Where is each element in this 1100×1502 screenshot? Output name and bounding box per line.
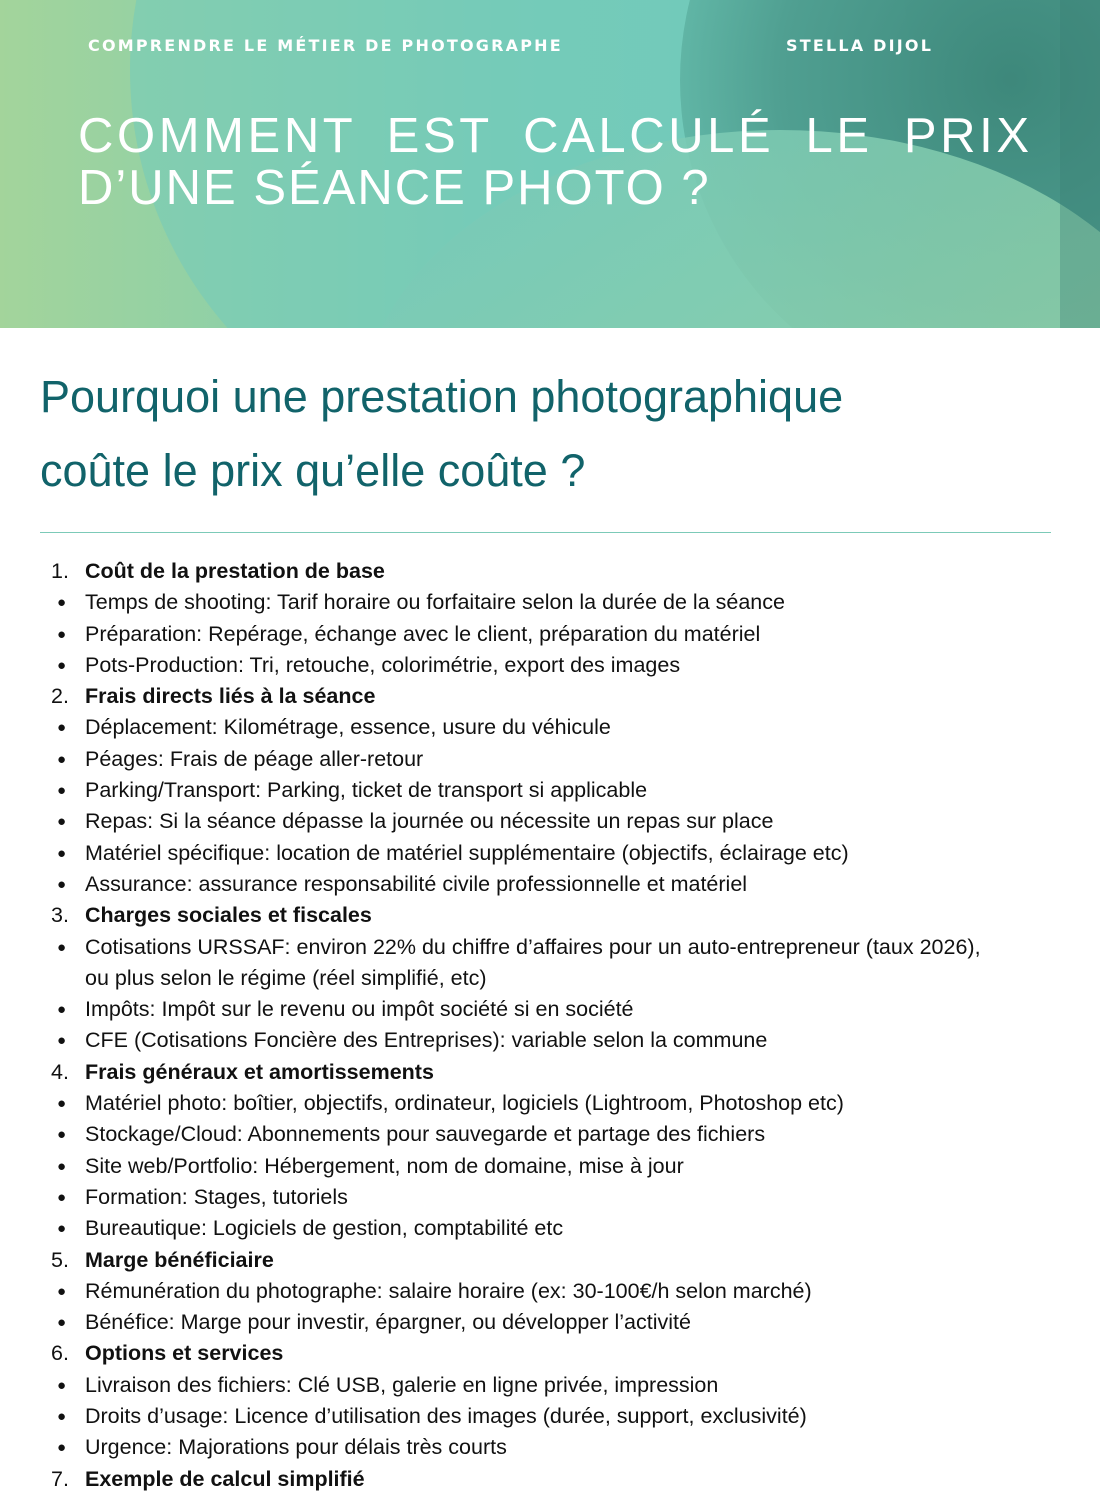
list-item xyxy=(0,869,1100,900)
section-title-text: Exemple de calcul simplifié xyxy=(85,1466,365,1491)
cost-breakdown-list xyxy=(0,556,1100,1495)
list-item xyxy=(0,1151,1100,1182)
list-item xyxy=(0,1119,1100,1150)
list-item-text: Repas: Si la séance dépasse la journée ou nécessite un repas sur place xyxy=(85,809,774,834)
list-item xyxy=(0,1276,1100,1307)
section-number: 1. xyxy=(51,559,69,583)
bullet-icon: ● xyxy=(57,844,67,862)
banner-title xyxy=(78,109,1033,215)
list-item-text: Droits d’usage: Licence d’utilisation des images (durée, support, exclusivité) xyxy=(85,1404,807,1429)
list-item xyxy=(0,1025,1100,1056)
section-number: 4. xyxy=(51,1059,69,1084)
section-number: 3. xyxy=(51,903,69,928)
list-item xyxy=(0,806,1100,837)
bullet-icon: ● xyxy=(57,1001,67,1019)
list-item-text: Parking/Transport: Parking, ticket de transport si applicable xyxy=(85,778,648,803)
list-item xyxy=(0,1401,1100,1432)
list-item-text: Site web/Portfolio: Hébergement, nom de domaine, mise à jour xyxy=(85,1153,684,1178)
bullet-icon: ● xyxy=(57,813,67,831)
list-item-text: Rémunération du photographe: salaire horaire (ex: 30-100€/h selon marché) xyxy=(85,1278,812,1303)
section-number: 5. xyxy=(51,1247,69,1272)
list-item-text: Stockage/Cloud: Abonnements pour sauvegarde et partage des fichiers xyxy=(85,1122,766,1147)
heading-line: Pourquoi une prestation photographique xyxy=(40,371,844,422)
list-item xyxy=(0,1432,1100,1463)
list-item-text: Assurance: assurance responsabilité civile professionnelle et matériel xyxy=(85,871,748,896)
list-item xyxy=(0,1307,1100,1338)
series-label: COMPRENDRE LE MÉTIER DE PHOTOGRAPHE xyxy=(88,36,563,55)
bullet-icon: ● xyxy=(57,656,67,674)
bullet-icon: ● xyxy=(57,1376,67,1394)
section-title-text: Coût de la prestation de base xyxy=(85,559,385,583)
list-item-text: Pots-Production: Tri, retouche, colorimétrie, export des images xyxy=(85,652,681,677)
list-item xyxy=(0,712,1100,743)
bullet-icon: ● xyxy=(57,1220,67,1238)
section-title-text: Frais directs liés à la séance xyxy=(85,684,376,709)
section-title-text: Marge bénéficiaire xyxy=(85,1247,274,1272)
list-item-text: Formation: Stages, tutoriels xyxy=(85,1184,348,1209)
list-item-text: Urgence: Majorations pour délais très courts xyxy=(85,1435,507,1460)
list-item-text: Déplacement: Kilométrage, essence, usure du véhicule xyxy=(85,715,611,740)
list-item xyxy=(0,744,1100,775)
list-item xyxy=(0,619,1100,650)
section-number: 2. xyxy=(51,684,69,709)
section-title-text: Frais généraux et amortissements xyxy=(85,1059,434,1084)
section-title xyxy=(0,681,1100,712)
section-title xyxy=(0,1245,1100,1276)
section-title-text: Options et services xyxy=(85,1341,284,1366)
bullet-icon: ● xyxy=(57,750,67,768)
section-title-text: Charges sociales et fiscales xyxy=(85,903,372,928)
list-item xyxy=(0,650,1100,681)
list-item-text: Impôts: Impôt sur le revenu ou impôt société si en société xyxy=(85,997,634,1022)
bullet-icon: ● xyxy=(57,1188,67,1206)
author-name: STELLA DIJOL xyxy=(786,36,934,55)
list-item-text: Bénéfice: Marge pour investir, épargner, ou développer l’activité xyxy=(85,1310,691,1335)
list-item-text: Péages: Frais de péage aller-retour xyxy=(85,746,424,771)
list-item xyxy=(0,994,1100,1025)
bullet-icon: ● xyxy=(57,1408,67,1426)
section-title xyxy=(0,900,1100,931)
bullet-icon: ● xyxy=(57,1095,67,1113)
list-item-text: Matériel photo: boîtier, objectifs, ordinateur, logiciels (Lightroom, Photoshop etc) xyxy=(85,1091,844,1116)
bullet-icon: ● xyxy=(57,1282,67,1300)
bullet-icon: ● xyxy=(57,719,67,737)
section-title xyxy=(0,1057,1100,1088)
list-item xyxy=(0,1182,1100,1213)
bullet-icon: ● xyxy=(57,875,67,893)
list-item-text: Matériel spécifique: location de matériel supplémentaire (objectifs, éclairage etc) xyxy=(85,840,849,865)
bullet-icon: ● xyxy=(57,1439,67,1457)
banner-title-line: D’UNE SÉANCE PHOTO ? xyxy=(78,161,711,215)
list-item xyxy=(0,1370,1100,1401)
bullet-icon: ● xyxy=(57,1157,67,1175)
list-item xyxy=(0,838,1100,869)
bullet-icon: ● xyxy=(57,594,67,612)
divider xyxy=(40,532,1051,533)
section-number: 7. xyxy=(51,1466,69,1491)
list-item xyxy=(0,1088,1100,1119)
list-item-continuation: ou plus selon le régime (réel simplifié, etc) xyxy=(85,965,487,990)
header-banner xyxy=(0,0,1100,328)
bullet-icon: ● xyxy=(57,1314,67,1332)
heading-line: coûte le prix qu’elle coûte ? xyxy=(40,445,586,496)
list-item-text: Préparation: Repérage, échange avec le client, préparation du matériel xyxy=(85,621,761,646)
section-title xyxy=(0,556,1100,587)
list-item-text: Livraison des fichiers: Clé USB, galerie en ligne privée, impression xyxy=(85,1372,719,1397)
bullet-icon: ● xyxy=(57,1032,67,1050)
list-item-text: CFE (Cotisations Foncière des Entreprises): variable selon la commune xyxy=(85,1028,768,1053)
section-title xyxy=(0,1338,1100,1369)
bullet-icon: ● xyxy=(57,625,67,643)
bullet-icon: ● xyxy=(57,938,67,956)
bullet-icon: ● xyxy=(57,782,67,800)
list-item xyxy=(0,587,1100,618)
section-number: 6. xyxy=(51,1341,69,1366)
list-item-text: Temps de shooting: Tarif horaire ou forfaitaire selon la durée de la séance xyxy=(85,590,785,615)
list-item xyxy=(0,1213,1100,1244)
section-heading xyxy=(40,360,1060,508)
list-item-text: Bureautique: Logiciels de gestion, comptabilité etc xyxy=(85,1216,564,1241)
section-title xyxy=(0,1464,1100,1495)
list-item xyxy=(0,775,1100,806)
banner-title-line: COMMENT EST CALCULÉ LE PRIX xyxy=(78,109,1033,163)
bullet-icon: ● xyxy=(57,1126,67,1144)
list-item-text: Cotisations URSSAF: environ 22% du chiffre d’affaires pour un auto-entrepreneur (taux 2026), xyxy=(85,934,981,959)
list-item xyxy=(0,932,1100,995)
